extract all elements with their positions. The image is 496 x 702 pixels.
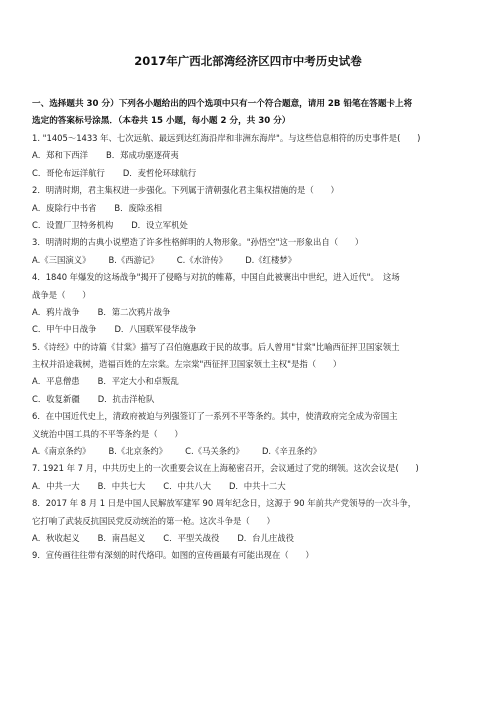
answer-option: D．台儿庄战役 xyxy=(237,532,295,543)
answer-option: D.《红楼梦》 xyxy=(245,254,297,265)
question-stem: 9．宣传画往往带有深刻的时代烙印。如图的宣传画最有可能出现在（ ） xyxy=(32,550,314,561)
option-row xyxy=(32,530,477,547)
answer-option: C．哥伦布远洋航行 xyxy=(32,167,105,178)
question-item xyxy=(32,269,477,339)
question-stem: 战争是（ ） xyxy=(32,289,91,300)
answer-option: D．麦哲伦环球航行 xyxy=(122,167,197,178)
option-row xyxy=(32,304,477,321)
question-stem: 主权并沿途栽树，造福百姓的左宗棠。左宗棠"西征抨卫国家领土主权"是指（ ） xyxy=(32,359,342,370)
question-stem: 8．2017 年 8 月 1 日是中国人民解放军建军 90 周年纪念日，这源于 90 年前共产党领导的一次斗争， xyxy=(32,498,417,509)
answer-option: B.《西游记》 xyxy=(108,254,159,265)
answer-option: B．第二次鸦片战争 xyxy=(97,306,171,317)
question-item xyxy=(32,339,477,409)
question-stem: 它打响了武装反抗国民党反动统治的第一枪。这次斗争是（ ） xyxy=(32,515,275,526)
option-row xyxy=(32,200,477,217)
question-item xyxy=(32,495,477,547)
instruction-line: 一、选择题共 30 分）下列各小题给出的四个选项中只有一个符合题意，请用 2B 铅笔在答题卡上将 xyxy=(32,99,413,109)
question-stem: 4．1840 年爆发的这场战争"揭开了侵略与对抗的帷幕，中国自此被裹出中世纪，进入近代"。 这场 xyxy=(32,272,400,283)
page-title: 2017年广西北部湾经济区四市中考历史试卷 xyxy=(134,54,362,68)
answer-option: C．中共八大 xyxy=(163,480,211,491)
answer-option: A．平息僧患 xyxy=(32,376,80,387)
answer-option: C.《水浒传》 xyxy=(176,254,228,265)
answer-option: D．中共十二大 xyxy=(228,480,286,491)
option-row xyxy=(32,391,477,408)
question-item xyxy=(32,182,477,234)
answer-option: A.《三国演义》 xyxy=(32,254,91,265)
answer-option: D.《辛丑条约》 xyxy=(261,446,322,457)
answer-option: B．平定大小和卓叛乱 xyxy=(97,376,179,387)
question-item xyxy=(32,547,477,564)
answer-option: C．甲午中日战争 xyxy=(32,324,97,335)
answer-option: D．设立军机处 xyxy=(131,219,188,230)
option-row xyxy=(32,321,477,338)
section-instructions xyxy=(32,96,472,130)
option-row xyxy=(32,478,477,495)
option-row xyxy=(32,147,477,164)
answer-option: A．郑和下西洋 xyxy=(32,150,88,161)
answer-option: A.《南京条约》 xyxy=(32,446,91,457)
answer-option: B．中共七大 xyxy=(97,480,146,491)
option-row xyxy=(32,217,477,234)
question-item xyxy=(32,460,477,495)
option-row xyxy=(32,252,477,269)
question-item xyxy=(32,130,477,182)
answer-option: D．八国联军侵华战争 xyxy=(114,324,197,335)
question-stem: 3．明清时期的古典小说塑造了许多性格鲜明的人物形象。"孙悟空"这一形象出自（ ） xyxy=(32,237,364,248)
answer-option: B．南昌起义 xyxy=(97,532,146,543)
question-stem: 5.《诗经》中的诗篇《甘棠》描写了召伯施惠政于民的故事。后人曾用"甘棠"比喻西征抨卫国家领土 xyxy=(32,341,400,352)
answer-option: B．郑成功驱逐荷夷 xyxy=(105,150,179,161)
option-row xyxy=(32,443,477,460)
question-list xyxy=(32,130,477,565)
answer-option: A．中共一大 xyxy=(32,480,80,491)
question-stem: 义统治中国工具的不平等条约是（ ） xyxy=(32,428,183,439)
answer-option: A．秋收起义 xyxy=(32,532,80,543)
question-stem: 1. "1405～1433 年、七次远航、最远到达红海沿岸和非洲东海岸"。与这些信息相符的历史事件是( ) xyxy=(32,133,421,143)
answer-option: A．鸦片战争 xyxy=(32,306,80,317)
answer-option: C．收复新疆 xyxy=(32,393,80,404)
answer-option: C．设置厂卫特务机构 xyxy=(32,219,114,230)
answer-option: B.《北京条约》 xyxy=(108,446,168,457)
question-item xyxy=(32,408,477,460)
answer-option: B．废除丞相 xyxy=(114,202,162,213)
instruction-line: 选定的答案标号涂黑．（本卷共 15 小题，每小题 2 分，共 30 分） xyxy=(32,116,291,126)
answer-option: A．废除行中书省 xyxy=(32,202,97,213)
question-stem: 2．明清时期，君主集权进一步强化。下列属于清朝强化君主集权措施的是（ ） xyxy=(32,185,339,196)
answer-option: D．抗击洋枪队 xyxy=(97,393,155,404)
question-stem: 6．在中国近代史上，清政府被迫与列强签订了一系列不平等条约。其中，使清政府完全成为帝国主 xyxy=(32,411,398,422)
answer-option: C.《马关条约》 xyxy=(185,446,244,457)
question-stem: 7. 1921 年 7 月，中共历史上的一次重要会议在上海秘密召开，会议通过了党的纲领。这次会议是( ) xyxy=(32,463,419,474)
option-row xyxy=(32,165,477,182)
question-item xyxy=(32,234,477,269)
option-row xyxy=(32,373,477,390)
answer-option: C．平型关战役 xyxy=(163,532,220,543)
